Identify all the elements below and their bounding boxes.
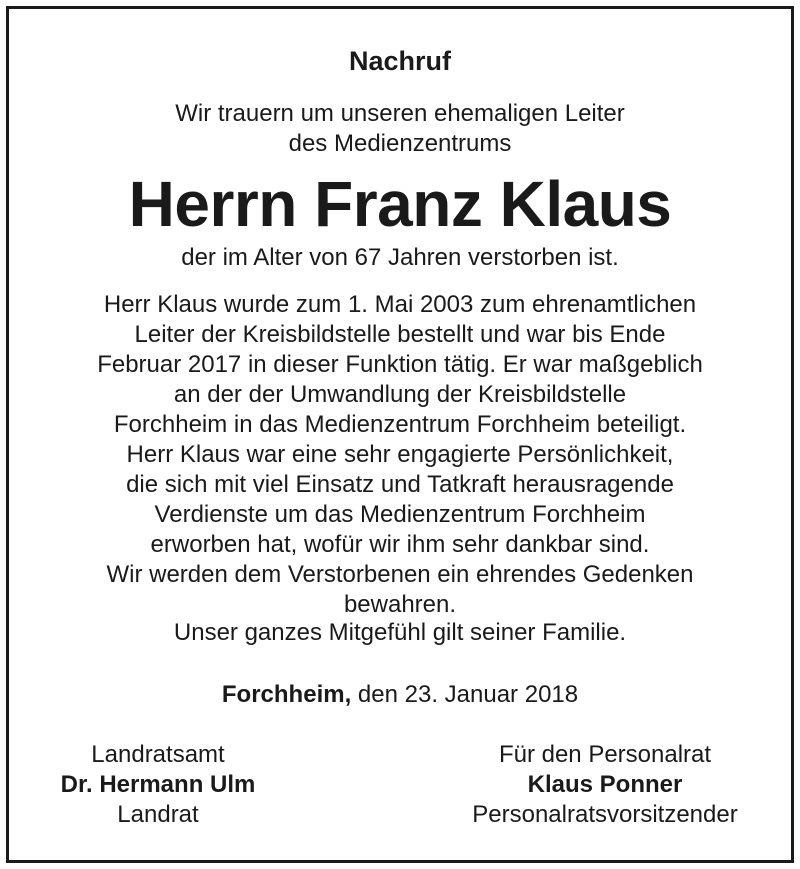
date: den 23. Januar 2018 [357,681,579,708]
signature-name: Klaus Ponner [527,771,683,798]
age-line: der im Alter von 67 Jahren verstorben ist. [181,244,619,271]
signature-right [444,740,766,830]
place-date [0,680,800,710]
paragraph-line: Forchheim in das Medienzentrum Forchheim beteiligt. [113,411,687,438]
paragraph-line: an der der Umwandlung der Kreisbildstelle [173,381,627,408]
paragraph-line: die sich mit viel Einsatz und Tatkraft herausragende [126,471,674,498]
intro-line: Wir trauern um unseren ehemaligen Leiter [175,100,625,127]
paragraph-line: Unser ganzes Mitgefühl gilt seiner Familie. [173,619,627,646]
heading: Nachruf [348,46,451,76]
paragraph-line: Leiter der Kreisbildstelle bestellt und war bis Ende [134,321,666,348]
paragraph-line: Herr Klaus wurde zum 1. Mai 2003 zum ehrenamtlichen [103,291,697,318]
signature-org: Für den Personalrat [498,741,712,768]
deceased-name: Herrn Franz Klaus [128,168,672,240]
paragraph-line: Verdienste um das Medienzentrum Forchheim [154,501,646,528]
paragraph-line: erworben hat, wofür wir ihm sehr dankbar sind. [150,531,650,558]
paragraph-line: Herr Klaus war eine sehr engagierte Persönlichkeit, [126,441,674,468]
signature-name: Dr. Hermann Ulm [60,771,256,798]
paragraph-line: Februar 2017 in dieser Funktion tätig. Er war maßgeblich [97,351,703,378]
paragraph-tribute [0,440,800,560]
signature-left [30,740,286,830]
paragraph-line: bewahren. [343,591,457,618]
signature-org: Landratsamt [91,741,225,768]
paragraph-career [0,290,800,440]
signature-title: Landrat [117,801,199,828]
place: Forchheim, [221,681,352,708]
paragraph-line: Wir werden dem Verstorbenen ein ehrendes Gedenken [106,561,694,588]
signature-title: Personalratsvorsitzender [472,801,738,828]
paragraph-condolence [0,618,800,648]
paragraph-remembrance [0,560,800,620]
intro-text [0,99,800,159]
intro-line: des Medienzentrums [288,130,512,157]
